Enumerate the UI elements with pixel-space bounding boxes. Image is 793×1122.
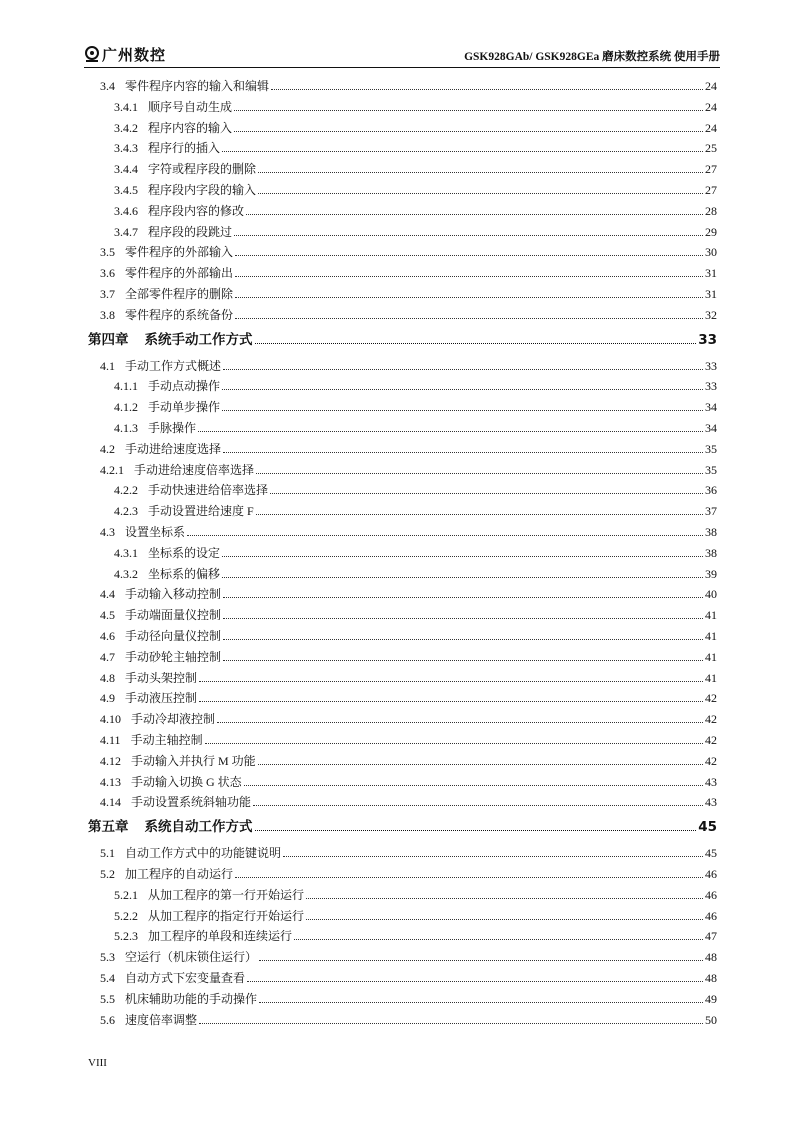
toc-entry[interactable] — [114, 201, 717, 219]
toc-section-title: 手动快速进给倍率选择 — [148, 483, 269, 498]
toc-page-number: 35 — [705, 462, 717, 477]
toc-dot-leader — [235, 297, 703, 298]
toc-section-number: 4.11 — [100, 733, 121, 747]
toc-entry[interactable] — [100, 439, 717, 457]
toc-dot-leader — [198, 431, 703, 432]
toc-section-title: 顺序号自动生成 — [148, 99, 233, 114]
toc-section-number: 4.2 — [100, 441, 115, 456]
toc-section-number: 4.3.1 — [114, 545, 138, 560]
toc-dot-leader — [223, 618, 703, 619]
toc-dot-leader — [306, 898, 703, 899]
toc-page-number: 34 — [705, 400, 717, 415]
toc-section-number: 3.4.4 — [114, 162, 138, 177]
toc-page-number: 33 — [705, 379, 717, 394]
toc-section-title: 机床辅助功能的手动操作 — [125, 991, 258, 1006]
toc-section-title: 空运行（机床锁住运行） — [125, 950, 258, 965]
toc-page-number: 33 — [698, 331, 717, 348]
toc-dot-leader — [199, 1023, 703, 1024]
toc-section-title: 程序内容的输入 — [148, 120, 233, 135]
toc-section-number: 3.4.7 — [114, 224, 138, 239]
toc-page-number: 35 — [705, 441, 717, 456]
toc-section-number: 5.2.3 — [114, 929, 138, 944]
toc-section-number: 4.12 — [100, 753, 121, 768]
toc-page-number: 29 — [705, 224, 717, 239]
toc-page-number: 41 — [705, 670, 717, 685]
toc-dot-leader — [234, 110, 703, 111]
toc-section-title: 加工程序的单段和连续运行 — [148, 929, 293, 944]
toc-page-number: 36 — [705, 483, 717, 498]
toc-section-title: 程序段内字段的输入 — [148, 183, 257, 197]
toc-page-number: 31 — [705, 266, 717, 281]
toc-section-title: 手动输入并执行 M 功能 — [131, 753, 256, 768]
toc-section-number: 4.1.2 — [114, 400, 138, 415]
toc-section-number: 3.7 — [100, 287, 115, 301]
toc-section-title: 手动端面量仪控制 — [125, 608, 222, 623]
toc-section-title: 零件程序的外部输入 — [125, 245, 234, 260]
toc-page-number: 50 — [705, 1012, 717, 1027]
toc-page-number: 25 — [705, 141, 717, 156]
toc-section-number: 3.4.3 — [114, 141, 138, 156]
toc-dot-leader — [294, 939, 703, 940]
toc-section-number: 第四章 — [88, 331, 129, 348]
toc-section-title: 自动方式下宏变量查看 — [125, 971, 246, 985]
logo-text: 广州数控 — [102, 46, 167, 64]
toc-page-number: 41 — [705, 608, 717, 623]
toc-section-title: 手动冷却液控制 — [131, 712, 216, 727]
toc-section-number: 4.6 — [100, 629, 115, 643]
toc-dot-leader — [256, 473, 703, 474]
toc-entry[interactable] — [100, 751, 717, 769]
toc-section-title: 手动单步操作 — [148, 400, 221, 415]
toc-dot-leader — [258, 764, 703, 765]
toc-entry[interactable] — [114, 180, 717, 198]
toc-dot-leader — [223, 452, 703, 453]
toc-dot-leader — [223, 660, 703, 661]
toc-section-title: 手动工作方式概述 — [125, 358, 222, 373]
toc-page-number: 33 — [705, 358, 717, 373]
toc-dot-leader — [223, 369, 703, 370]
toc-section-title: 手动输入移动控制 — [125, 587, 222, 602]
toc-section-title: 手动液压控制 — [125, 691, 198, 706]
toc-section-title: 坐标系的设定 — [148, 545, 221, 560]
toc-entry[interactable] — [114, 376, 717, 394]
toc-dot-leader — [259, 1002, 703, 1003]
toc-entry[interactable] — [114, 222, 717, 240]
toc-section-title: 程序段内容的修改 — [148, 203, 245, 218]
toc-dot-leader — [222, 556, 703, 557]
toc-entry[interactable] — [100, 668, 717, 686]
toc-section-number: 4.1.1 — [114, 379, 138, 394]
toc-page-number: 45 — [698, 819, 717, 836]
toc-page-number: 42 — [705, 691, 717, 706]
toc-chapter-entry[interactable] — [88, 330, 717, 348]
toc-section-number: 5.2.1 — [114, 887, 138, 902]
toc-page-number: 39 — [705, 566, 717, 581]
toc-section-number: 4.8 — [100, 670, 115, 685]
toc-section-number: 5.2 — [100, 867, 115, 881]
toc-page-number: 42 — [705, 733, 717, 747]
toc-dot-leader — [256, 514, 703, 515]
toc-section-number: 5.1 — [100, 846, 115, 861]
toc-section-number: 3.5 — [100, 245, 115, 260]
toc-dot-leader — [222, 389, 703, 390]
toc-entry[interactable] — [114, 543, 717, 561]
toc-dot-leader — [235, 318, 703, 319]
toc-section-title: 手动进给速度选择 — [125, 441, 222, 456]
toc-chapter-entry[interactable] — [88, 817, 717, 835]
toc-dot-leader — [253, 805, 703, 806]
toc-section-number: 5.5 — [100, 991, 115, 1006]
toc-entry[interactable] — [100, 843, 717, 861]
toc-section-number: 5.4 — [100, 971, 115, 985]
toc-section-title: 手动主轴控制 — [130, 733, 203, 747]
page-number: VIII — [88, 1057, 107, 1069]
toc-section-number: 5.3 — [100, 950, 115, 965]
toc-page-number: 43 — [705, 774, 717, 789]
toc-section-number: 4.14 — [100, 795, 121, 810]
toc-section-title: 手动径向量仪控制 — [125, 629, 222, 643]
toc-entry[interactable] — [100, 968, 717, 986]
toc-dot-leader — [244, 785, 703, 786]
toc-page-number: 30 — [705, 245, 717, 260]
toc-page-number: 42 — [705, 712, 717, 727]
toc-page-number: 32 — [705, 307, 717, 322]
toc-section-title: 速度倍率调整 — [125, 1012, 198, 1027]
toc-section-title: 系统自动工作方式 — [144, 819, 253, 836]
toc-entry[interactable] — [100, 76, 717, 94]
toc-section-title: 加工程序的自动运行 — [125, 867, 234, 881]
toc-dot-leader — [255, 343, 697, 344]
toc-entry[interactable] — [114, 501, 717, 519]
toc-dot-leader — [234, 235, 703, 236]
toc-section-number: 3.6 — [100, 266, 115, 281]
toc-dot-leader — [235, 255, 703, 256]
toc-entry[interactable] — [100, 242, 717, 260]
toc-page-number: 48 — [705, 971, 717, 985]
toc-page-number: 38 — [705, 525, 717, 539]
toc-entry[interactable] — [114, 159, 717, 177]
toc-page-number: 46 — [705, 908, 717, 923]
toc-page-number: 42 — [705, 753, 717, 768]
toc-dot-leader — [223, 597, 703, 598]
toc-entry[interactable] — [114, 480, 717, 498]
toc-section-title: 程序段的段跳过 — [148, 224, 233, 239]
toc-section-number: 5.6 — [100, 1012, 115, 1027]
toc-section-title: 设置坐标系 — [125, 525, 186, 539]
toc-section-title: 全部零件程序的删除 — [125, 287, 234, 301]
toc-entry[interactable] — [100, 772, 717, 790]
toc-entry[interactable] — [100, 792, 717, 810]
toc-section-number: 5.2.2 — [114, 908, 138, 923]
toc-section-number: 4.5 — [100, 608, 115, 623]
toc-section-title: 坐标系的偏移 — [148, 566, 221, 581]
toc-page-number: 46 — [705, 887, 717, 902]
toc-dot-leader — [259, 960, 703, 961]
toc-entry[interactable] — [114, 118, 717, 136]
toc-entry[interactable] — [100, 460, 717, 478]
toc-dot-leader — [217, 722, 703, 723]
toc-entry[interactable] — [100, 730, 717, 748]
toc-dot-leader — [199, 681, 703, 682]
toc-page-number: 47 — [705, 929, 717, 944]
toc-entry[interactable] — [100, 688, 717, 706]
toc-dot-leader — [258, 172, 703, 173]
toc-page-number: 48 — [705, 950, 717, 965]
toc-entry[interactable] — [100, 356, 717, 374]
toc-section-title: 系统手动工作方式 — [144, 331, 253, 348]
toc-section-title: 零件程序的系统备份 — [125, 307, 234, 322]
toc-dot-leader — [271, 89, 703, 90]
toc-section-number: 3.4.6 — [114, 203, 138, 218]
manual-title: GSK928GAb/ GSK928GEa 磨床数控系统 使用手册 — [464, 51, 720, 63]
toc-entry[interactable] — [100, 989, 717, 1007]
toc-entry[interactable] — [100, 647, 717, 665]
toc-dot-leader — [306, 919, 703, 920]
toc-entry[interactable] — [114, 906, 717, 924]
toc-entry[interactable] — [100, 947, 717, 965]
toc-page-number: 45 — [705, 846, 717, 861]
toc-entry[interactable] — [114, 418, 717, 436]
toc-page-number: 41 — [705, 629, 717, 643]
toc-entry[interactable] — [100, 709, 717, 727]
toc-section-number: 3.4.5 — [114, 183, 138, 197]
toc-dot-leader — [283, 856, 703, 857]
toc-entry[interactable] — [100, 626, 717, 644]
toc-section-title: 手动输入切换 G 状态 — [131, 774, 242, 789]
toc-section-number: 4.3 — [100, 525, 115, 539]
toc-section-number: 4.4 — [100, 587, 115, 602]
toc-dot-leader — [235, 276, 703, 277]
toc-section-number: 3.8 — [100, 307, 115, 322]
toc-entry[interactable] — [114, 885, 717, 903]
toc-entry[interactable] — [114, 97, 717, 115]
toc-entry[interactable] — [114, 397, 717, 415]
toc-page-number: 27 — [705, 162, 717, 177]
toc-page-number: 46 — [705, 867, 717, 881]
toc-page-number: 24 — [705, 79, 717, 93]
toc-section-title: 手动设置进给速度 F — [148, 504, 254, 519]
toc-section-title: 手动设置系统斜轴功能 — [131, 795, 252, 810]
toc-dot-leader — [222, 151, 703, 152]
toc-page-number: 24 — [705, 120, 717, 135]
toc-section-number: 3.4.2 — [114, 120, 138, 135]
toc-section-title: 零件程序的外部输出 — [125, 266, 234, 281]
toc-section-number: 第五章 — [88, 819, 129, 836]
toc-dot-leader — [247, 981, 703, 982]
toc-section-title: 从加工程序的指定行开始运行 — [148, 908, 305, 923]
toc-page-number: 38 — [705, 545, 717, 560]
toc-section-title: 自动工作方式中的功能键说明 — [125, 846, 282, 861]
toc-dot-leader — [222, 410, 703, 411]
toc-section-title: 手动砂轮主轴控制 — [125, 649, 222, 664]
toc-entry[interactable] — [100, 1010, 717, 1028]
toc-entry[interactable] — [100, 263, 717, 281]
toc-page-number: 40 — [705, 587, 717, 602]
toc-section-number: 3.4.1 — [114, 99, 138, 114]
toc-section-number: 4.3.2 — [114, 566, 138, 581]
toc-dot-leader — [222, 577, 703, 578]
toc-dot-leader — [234, 131, 703, 132]
toc-section-title: 零件程序内容的输入和编辑 — [125, 79, 270, 93]
toc-dot-leader — [187, 535, 703, 536]
toc-section-title: 手脉操作 — [148, 421, 197, 435]
toc-section-title: 从加工程序的第一行开始运行 — [148, 887, 305, 902]
toc-dot-leader — [235, 877, 703, 878]
toc-entry[interactable] — [100, 305, 717, 323]
toc-page-number: 34 — [705, 421, 717, 435]
toc-section-number: 4.2.2 — [114, 483, 138, 498]
toc-section-number: 4.1 — [100, 358, 115, 373]
toc-entry[interactable] — [114, 138, 717, 156]
toc-section-title: 手动头架控制 — [125, 670, 198, 685]
toc-entry[interactable] — [114, 926, 717, 944]
toc-section-number: 4.2.3 — [114, 504, 138, 519]
toc-page-number: 28 — [705, 203, 717, 218]
toc-entry[interactable] — [100, 522, 717, 540]
toc-section-title: 手动进给速度倍率选择 — [134, 462, 255, 477]
toc-dot-leader — [246, 214, 703, 215]
toc-entry[interactable] — [100, 284, 717, 302]
toc-page-number: 31 — [705, 287, 717, 301]
toc-dot-leader — [270, 493, 703, 494]
toc-dot-leader — [258, 193, 703, 194]
toc-page-number: 43 — [705, 795, 717, 810]
toc-section-number: 4.7 — [100, 649, 115, 664]
toc-section-title: 字符或程序段的删除 — [148, 162, 257, 177]
toc-dot-leader — [255, 830, 697, 831]
toc-entry[interactable] — [100, 864, 717, 882]
toc-section-number: 3.4 — [100, 79, 115, 93]
toc-page-number: 37 — [705, 504, 717, 519]
toc-section-number: 4.2.1 — [100, 462, 124, 477]
toc-section-title: 程序行的插入 — [148, 141, 221, 156]
toc-page-number: 24 — [705, 99, 717, 114]
toc-entry[interactable] — [114, 564, 717, 582]
toc-entry[interactable] — [100, 605, 717, 623]
toc-page-number: 27 — [705, 183, 717, 197]
toc-dot-leader — [223, 639, 703, 640]
toc-entry[interactable] — [100, 584, 717, 602]
toc-dot-leader — [199, 701, 703, 702]
toc-section-number: 4.10 — [100, 712, 121, 727]
toc-section-number: 4.1.3 — [114, 421, 138, 435]
toc-page-number: 41 — [705, 649, 717, 664]
toc-page-number: 49 — [705, 991, 717, 1006]
toc-dot-leader — [205, 743, 703, 744]
toc-section-number: 4.13 — [100, 774, 121, 789]
toc-section-title: 手动点动操作 — [148, 379, 221, 394]
toc-section-number: 4.9 — [100, 691, 115, 706]
